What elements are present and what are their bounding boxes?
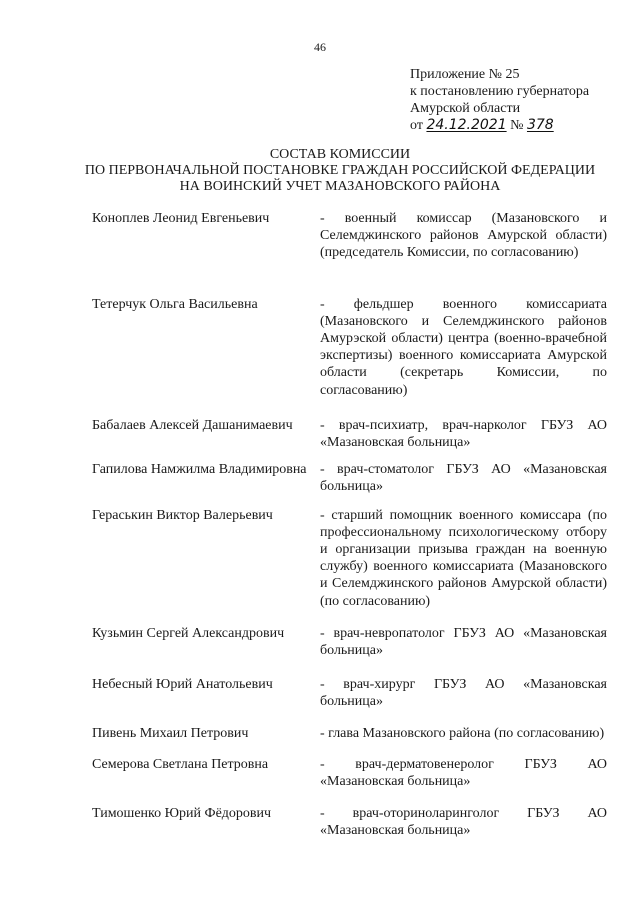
appendix-line-1: Приложение № 25: [410, 67, 520, 82]
member-row: [92, 296, 607, 399]
member-role: [320, 461, 607, 495]
member-role: [320, 625, 607, 659]
date-prefix: от: [410, 118, 423, 133]
member-role-text: - врач-стоматолог ГБУЗ АО «Мазановская больница»: [320, 462, 607, 495]
member-row: [92, 417, 607, 451]
member-row: [92, 676, 607, 710]
member-role-text: - врач-невропатолог ГБУЗ АО «Мазановская больница»: [320, 625, 607, 659]
member-row: [92, 625, 607, 659]
number-prefix: №: [510, 118, 524, 133]
document-title: [40, 147, 640, 195]
appendix-block: [410, 66, 625, 134]
member-name: Небесный Юрий Анатольевич: [92, 677, 273, 693]
appendix-date-line: [410, 117, 625, 134]
title-line-1: СОСТАВ КОМИССИИ: [269, 147, 411, 162]
member-row: [92, 461, 607, 495]
member-role-text: - фельдшер военного комиссариата (Мазановского и Селемджинского районов Амурэской области) центра (военно-врачебной экспертизы) военного комиссариата Амурской области (секретарь Комиссии, по согласованию): [320, 296, 607, 398]
member-row: [92, 805, 607, 839]
member-role: [320, 296, 607, 399]
member-role: [320, 676, 607, 710]
member-role: [320, 210, 607, 262]
page-number: 46: [314, 40, 326, 54]
member-row: [92, 756, 607, 790]
member-row: [92, 210, 607, 262]
member-role-text: - врач-психиатр, врач-нарколог ГБУЗ АО «Мазановская больница»: [320, 417, 607, 451]
member-name: Бабалаев Алексей Дашанимаевич: [92, 417, 293, 433]
member-role: [320, 725, 607, 742]
appendix-line-2: к постановлению губернатора: [410, 84, 590, 99]
member-role-text: - врач-дерматовенеролог ГБУЗ АО «Мазановская больница»: [320, 756, 607, 790]
member-role-text: - старший помощник военного комиссара (по профессиональному психологическому отбору и организации призыва граждан на военную службу) военного комиссариата (Мазановского и Селемджинского районов Амурской области) (по согласованию): [320, 507, 607, 609]
member-role-text: - врач-оториноларинголог ГБУЗ АО «Мазановская больница»: [320, 806, 607, 839]
member-name: Гераськин Виктор Валерьевич: [92, 507, 273, 523]
member-role-text: - глава Мазановского района (по согласованию): [320, 725, 605, 741]
member-role: [320, 756, 607, 790]
member-name: Коноплев Леонид Евгеньевич: [92, 211, 270, 226]
title-line-3: НА ВОИНСКИЙ УЧЕТ МАЗАНОВСКОГО РАЙОНА: [179, 179, 501, 194]
member-role: [320, 805, 607, 839]
member-name: Кузьмин Сергей Александрович: [92, 625, 285, 641]
title-line-2: ПО ПЕРВОНАЧАЛЬНОЙ ПОСТАНОВКЕ ГРАЖДАН РОССИЙСКОЙ ФЕДЕРАЦИИ: [84, 163, 596, 178]
handwritten-date: 24.12.2021: [426, 117, 507, 133]
member-role: [320, 417, 607, 451]
member-role-text: - врач-хирург ГБУЗ АО «Мазановская больница»: [320, 677, 607, 710]
commission-members-list: [92, 210, 607, 840]
member-name: Семерова Светлана Петровна: [92, 756, 269, 772]
member-name: Пивень Михаил Петрович: [92, 725, 249, 741]
appendix-line-3: Амурской области: [410, 101, 521, 116]
member-name: Тетерчук Ольга Васильевна: [92, 296, 258, 312]
member-role-text: - военный комиссар (Мазановского и Селемджинского районов Амурской области) (председатель Комиссии, по согласованию): [320, 211, 607, 261]
member-row: [92, 725, 607, 742]
member-row: [92, 507, 607, 610]
member-name: Гапилова Намжилма Владимировна: [92, 462, 307, 478]
member-name: Тимошенко Юрий Фёдорович: [92, 806, 272, 822]
member-role: [320, 507, 607, 610]
handwritten-number: 378: [526, 117, 554, 133]
